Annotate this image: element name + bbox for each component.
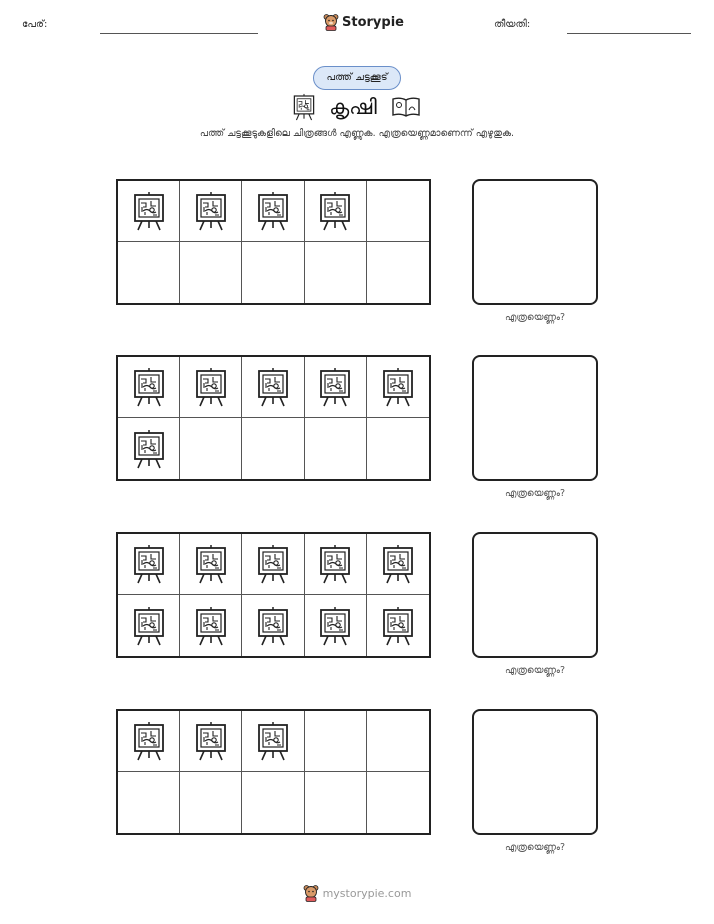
- easel-painting-icon: [133, 429, 165, 469]
- ten-frame-cell: [180, 357, 242, 418]
- ten-frame-cell: [305, 534, 367, 595]
- instruction-text: പത്ത് ചട്ടക്കൂടുകളിലെ ചിത്രങ്ങൾ എണ്ണുക. എത്രയെണ്ണമാണെന്ന് എഴുതുക.: [199, 128, 515, 139]
- ten-frame-cell: [305, 418, 367, 479]
- ten-frame-cell: [242, 242, 304, 303]
- easel-painting-icon: [319, 544, 351, 584]
- easel-painting-icon: [257, 606, 289, 646]
- ten-frame: [116, 179, 431, 305]
- easel-painting-icon: [133, 606, 165, 646]
- ten-frame-cell: [367, 181, 429, 242]
- easel-painting-icon: [133, 544, 165, 584]
- brand-name: Storypie: [342, 14, 404, 30]
- answer-box[interactable]: [472, 532, 598, 658]
- easel-painting-icon: [195, 367, 227, 407]
- ten-frame-cell: [367, 534, 429, 595]
- ten-frame-cell: [367, 418, 429, 479]
- how-many-label: എത്രയെണ്ണം?: [504, 312, 566, 323]
- easel-painting-icon: [257, 367, 289, 407]
- easel-painting-icon: [195, 191, 227, 231]
- ten-frame-cell: [305, 595, 367, 656]
- ten-frame-cell: [180, 595, 242, 656]
- ten-frame-cell: [180, 534, 242, 595]
- ten-frame-cell: [242, 181, 304, 242]
- ten-frame-cell: [367, 242, 429, 303]
- how-many-label: എത്രയെണ്ണം?: [504, 665, 566, 676]
- ten-frame-cell: [242, 418, 304, 479]
- easel-painting-icon: [195, 544, 227, 584]
- easel-painting-icon: [319, 191, 351, 231]
- ten-frame-cell: [305, 357, 367, 418]
- easel-painting-icon: [257, 544, 289, 584]
- ten-frame: [116, 355, 431, 481]
- storypie-bear-icon: [323, 13, 339, 31]
- easel-painting-icon: [195, 721, 227, 761]
- ten-frame-cell: [118, 181, 180, 242]
- ten-frame-cell: [180, 181, 242, 242]
- date-label: തീയതി:: [494, 19, 531, 30]
- easel-painting-icon: [257, 191, 289, 231]
- ten-frame-cell: [367, 357, 429, 418]
- footer-url[interactable]: mystorypie.com: [322, 886, 412, 900]
- ten-frame-cell: [367, 711, 429, 772]
- easel-painting-icon: [257, 721, 289, 761]
- ten-frame-cell: [118, 357, 180, 418]
- brand-logo: [323, 13, 404, 31]
- how-many-label: എത്രയെണ്ണം?: [504, 488, 566, 499]
- answer-box[interactable]: [472, 709, 598, 835]
- ten-frame-badge: പത്ത് ചട്ടക്കൂട്: [313, 66, 401, 90]
- ten-frame-cell: [118, 534, 180, 595]
- storypie-bear-icon: [303, 884, 319, 902]
- ten-frame-cell: [305, 242, 367, 303]
- ten-frame-cell: [242, 711, 304, 772]
- easel-painting-icon: [382, 544, 414, 584]
- name-line[interactable]: [100, 33, 258, 34]
- ten-frame-cell: [180, 418, 242, 479]
- ten-frame: [116, 532, 431, 658]
- footer: [0, 884, 714, 902]
- easel-painting-icon: [195, 606, 227, 646]
- ten-frame-cell: [118, 242, 180, 303]
- easel-painting-icon: [293, 93, 315, 121]
- ten-frame-cell: [367, 595, 429, 656]
- date-line[interactable]: [567, 33, 691, 34]
- easel-painting-icon: [382, 606, 414, 646]
- easel-painting-icon: [133, 367, 165, 407]
- ten-frame-cell: [242, 772, 304, 833]
- easel-painting-icon: [319, 606, 351, 646]
- answer-box[interactable]: [472, 179, 598, 305]
- how-many-label: എത്രയെണ്ണം?: [504, 842, 566, 853]
- ten-frame-cell: [242, 357, 304, 418]
- ten-frame-cell: [118, 772, 180, 833]
- ten-frame-cell: [242, 595, 304, 656]
- ten-frame-cell: [180, 772, 242, 833]
- ten-frame-cell: [305, 772, 367, 833]
- easel-painting-icon: [133, 191, 165, 231]
- book-icon: [391, 96, 421, 118]
- ten-frame-cell: [305, 181, 367, 242]
- easel-painting-icon: [319, 367, 351, 407]
- ten-frame-cell: [305, 711, 367, 772]
- ten-frame-cell: [180, 711, 242, 772]
- ten-frame-cell: [180, 242, 242, 303]
- answer-box[interactable]: [472, 355, 598, 481]
- page-title: കൃഷി: [329, 94, 377, 119]
- title-row: [0, 93, 714, 121]
- easel-painting-icon: [133, 721, 165, 761]
- ten-frame: [116, 709, 431, 835]
- ten-frame-cell: [118, 711, 180, 772]
- ten-frame-cell: [367, 772, 429, 833]
- ten-frame-cell: [118, 595, 180, 656]
- easel-painting-icon: [382, 367, 414, 407]
- ten-frame-cell: [118, 418, 180, 479]
- name-label: പേര്:: [22, 19, 48, 30]
- ten-frame-cell: [242, 534, 304, 595]
